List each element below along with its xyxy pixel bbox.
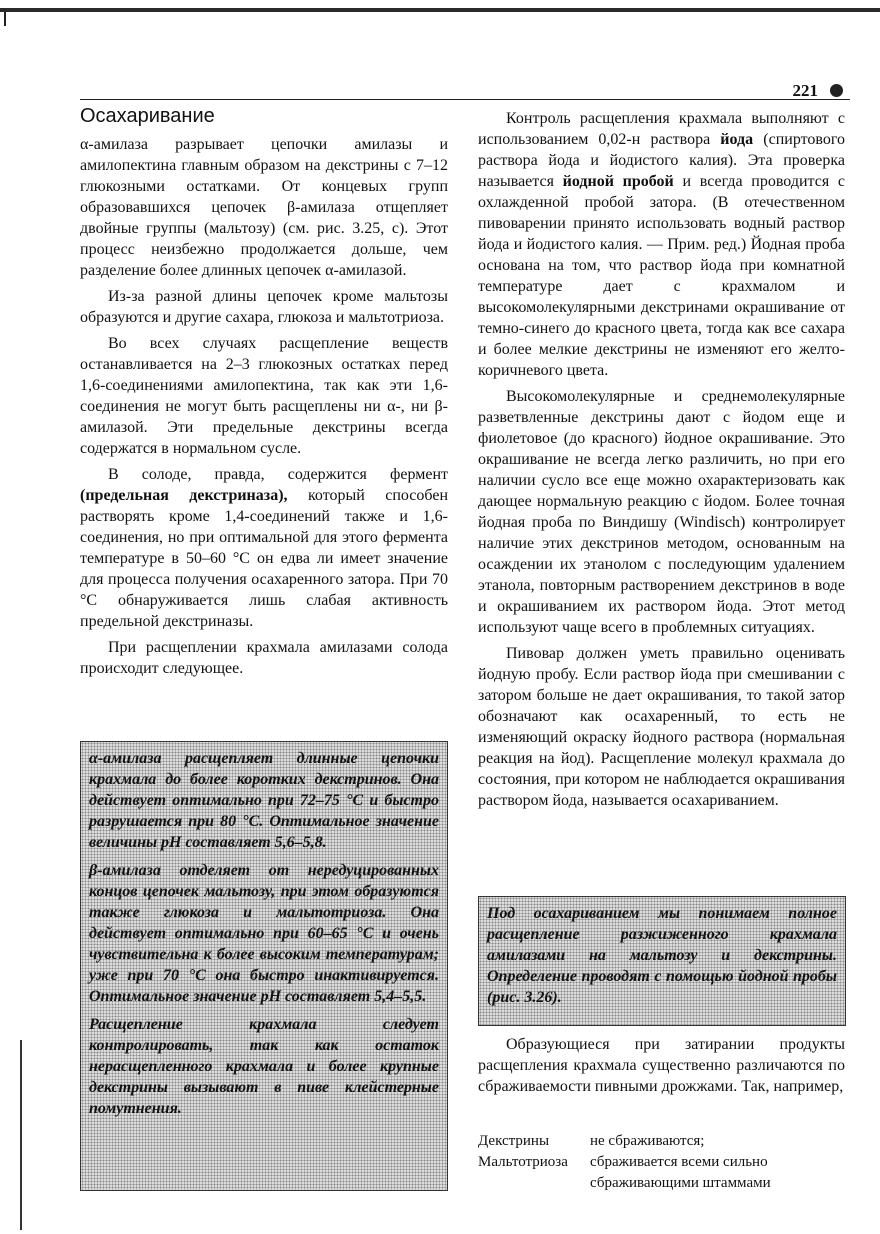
box-paragraph: Под осахариванием мы понимаем полное расщепление разжиженного крахмала амилазами на мальтозу и декстрины. Определение проводят с помощью йодной пробы (рис. 3.26). xyxy=(487,905,837,1006)
definition-term: Мальтотриоза xyxy=(478,1154,568,1170)
bold-term: (предельная декстриназа), xyxy=(80,487,288,504)
paragraph: Пивовар должен уметь правильно оценивать йодную пробу. Если раствор йода при смешивании с затором больше не дает окрашивания, то такой затор обозначают как осахаренный, то есть не изменяющий окраску йодного раствора (нормальная реакция на йод). Расщепление молекул крахмала до состояния, при котором не наблюдается окрашивания раствором йода, называется осахариванием. xyxy=(478,645,845,809)
header-rule xyxy=(80,99,850,100)
right-column xyxy=(478,108,845,811)
text-run: и всегда проводится с охлажденной пробой затора. (В отечественном пивоварении принято использовать водный раствор йода и йодистого калия. — Прим. ред.) Йодная проба основана на том, что раствор йода при комнатной температуре дает с крахмалом и высокомолекулярными декстринами окрашивание от темно-синего до красного цвета, тогда как все сахара и более мелкие декстрины не изменяют его желто-коричневого цвета. xyxy=(478,173,845,379)
definition-list xyxy=(478,1131,845,1194)
definition-text: сбраживается всеми сильно сбраживающими штаммами xyxy=(590,1154,771,1191)
text-run: Контроль расщепления крахмала выполняют с использованием 0,02-н раствора xyxy=(478,110,845,148)
text-run: В солоде, правда, содержится фермент xyxy=(108,466,448,483)
paragraph: Во всех случаях расщепление веществ останавливается на 2–3 глюкозных остатках перед 1,6-соединениями амилопектина, так как эти 1,6-соединения не могут быть расщеплены ни α-, ни β-амилазой. Эти предельные декстрины всегда содержатся в нормальном сусле. xyxy=(80,335,448,457)
scan-edge-mark xyxy=(20,1040,22,1230)
scan-corner-mark xyxy=(4,12,6,26)
box-paragraph: α-амилаза расщепляет длинные цепочки крахмала до более коротких декстринов. Она действует оптимально при 72–75 °С и быстро разрушается при 80 °С. Оптимальное значение величины рН составляет 5,6–5,8. xyxy=(89,750,439,851)
page-marker-icon xyxy=(830,84,843,97)
paragraph: Из-за разной длины цепочек кроме мальтозы образуются и другие сахара, глюкоза и мальтотриоза. xyxy=(80,288,448,326)
definition-row xyxy=(478,1131,845,1152)
definition-term: Декстрины xyxy=(478,1133,550,1149)
paragraph: Высокомолекулярные и среднемолекулярные разветвленные декстрины дают с йодом еще и фиолетовое (до красного) йодное окрашивание. Это окрашивание не всегда легко различить, но при его наличии сусло все еще можно охарактеризовать как дающее нормальную реакцию с йодом. Более точная йодная проба по Виндишу (Windisch) контролирует наличие этих декстринов методом, основанным на осаждении их этанолом с последующим удалением этанола, повторным растворением декстринов в воде и окрашиванием их раствором йода. Этот метод используют чаще всего в проблемных ситуациях. xyxy=(478,388,845,636)
paragraph: α-амилаза разрывает цепочки амилазы и амилопектина главным образом на декстрины с 7–12 глюкозными остатками. От концевых групп образовавшихся цепочек β-амилаза отщепляет двойные группы (мальтозу) (см. рис. 3.25, с). Этот процесс неизбежно продолжается дольше, чем разделение более длинных цепочек α-амилазой. xyxy=(80,136,448,279)
definition-row xyxy=(478,1152,845,1194)
highlight-box-amylases xyxy=(80,741,448,1191)
paragraph xyxy=(478,108,845,381)
definition-text: не сбраживаются; xyxy=(590,1133,705,1149)
highlight-box-saccharification xyxy=(478,896,846,1026)
section-title: Осахаривание xyxy=(80,105,215,127)
paragraph: Образующиеся при затирании продукты расщепления крахмала существенно различаются по сбраживаемости пивными дрожжами. Так, например, xyxy=(478,1036,845,1095)
box-paragraph: β-амилаза отделяет от нередуцированных концов цепочек мальтозу, при этом образуются также глюкоза и мальтотриоза. Она действует оптимально при 60–65 °С и очень чувствительна к более высоким температурам; уже при 70 °С она быстро инактивируется. Оптимальное значение рН составляет 5,4–5,5. xyxy=(89,862,439,1005)
paragraph: При расщеплении крахмала амилазами солода происходит следующее. xyxy=(80,639,448,677)
bold-term: йода xyxy=(720,131,754,148)
paragraph xyxy=(80,464,448,632)
scan-top-border xyxy=(0,8,880,12)
left-column xyxy=(80,134,448,679)
right-column-continued xyxy=(478,1034,845,1097)
bold-term: йодной пробой xyxy=(562,173,674,190)
text-run: который способен растворять кроме 1,4-соединений также и 1,6-соединения, но при оптимальной для этого фермента температуре в 50–60 °С он едва ли имеет значение для процесса получения осахаренного затора. При 70 °С обнаруживается лишь слабая активность предельной декстриназы. xyxy=(80,487,449,630)
page-number: 221 xyxy=(792,81,818,100)
box-paragraph: Расщепление крахмала следует контролировать, так как остаток нерасщепленного крахмала и более крупные декстрины вызывают в пиве клейстерные помутнения. xyxy=(89,1016,439,1117)
text-run: (спиртового раствора йода и йодистого калия). Эта проверка называется xyxy=(478,131,846,190)
